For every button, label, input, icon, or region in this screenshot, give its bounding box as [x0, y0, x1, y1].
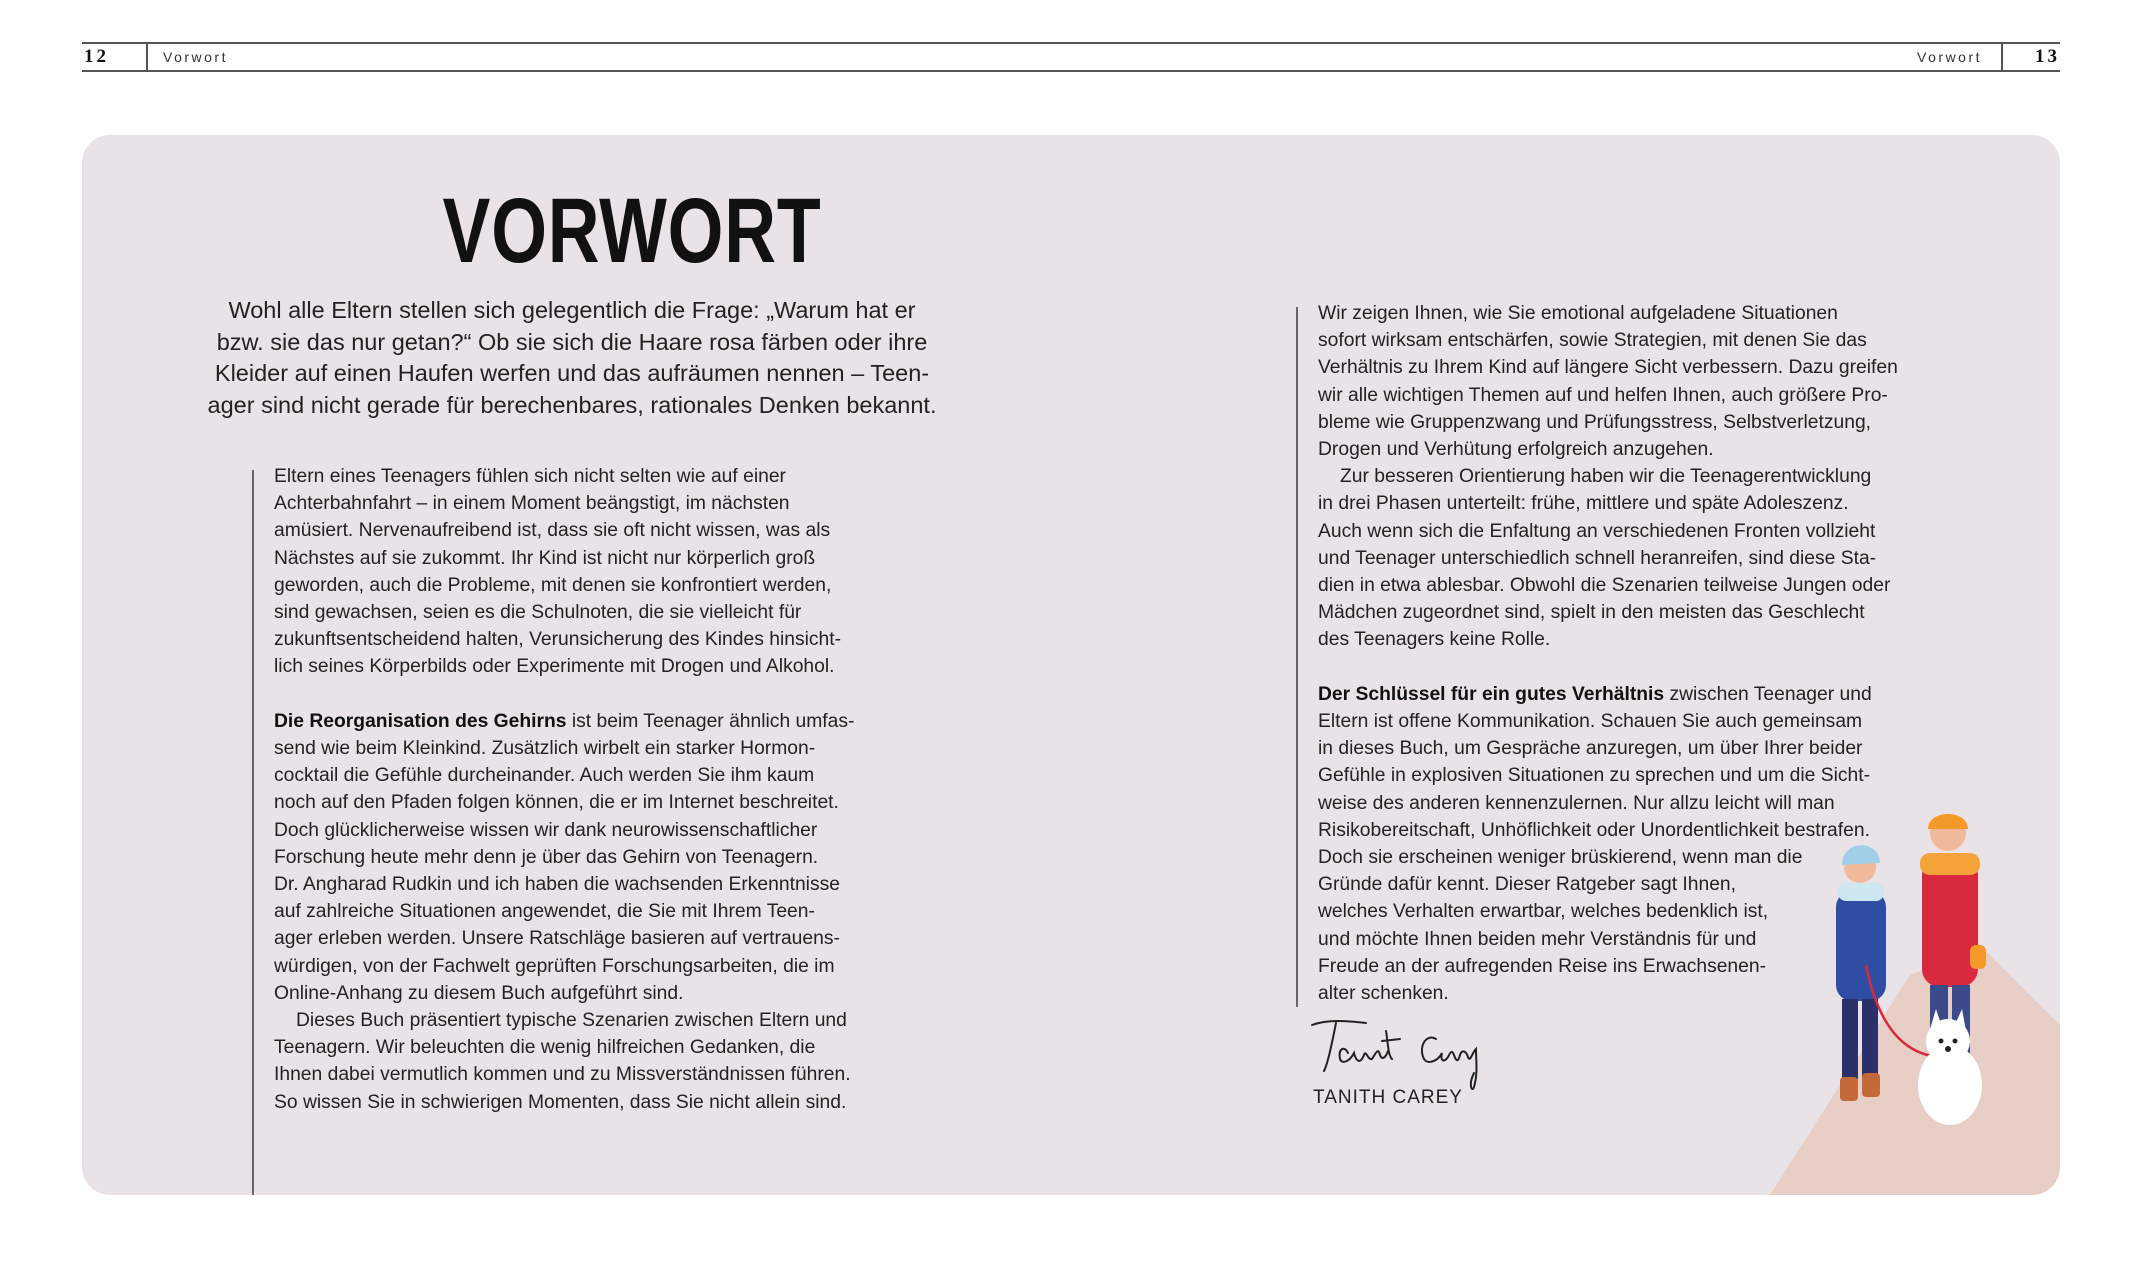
text-line: auf zahlreiche Situationen angewendet, die Sie mit Ihrem Teen-: [274, 901, 815, 923]
text-line: sofort wirksam entschärfen, sowie Strategien, mit denen Sie das: [1318, 330, 1867, 352]
text-line: des Teenagers keine Rolle.: [1318, 629, 1551, 651]
left-page-number: 12: [84, 46, 109, 67]
right-page-number: 13: [2035, 46, 2060, 67]
text-line: ager erleben werden. Unsere Ratschläge basieren auf vertrauens-: [274, 928, 840, 950]
text-line: weise des anderen kennenzulernen. Nur allzu leicht will man: [1318, 792, 1835, 814]
content-panel: [82, 135, 2060, 1195]
text-line: send wie beim Kleinkind. Zusätzlich wirbelt ein starker Hormon-: [274, 738, 816, 760]
text-line: zukunftsentscheidend halten, Verunsicherung des Kindes hinsicht-: [274, 629, 842, 651]
text-line: Eltern ist offene Kommunikation. Schauen Sie auch gemeinsam: [1318, 711, 1863, 733]
intro-line: Wohl alle Eltern stellen sich gelegentlich die Frage: „Warum hat er: [228, 297, 916, 323]
text-line: cocktail die Gefühle durcheinander. Auch werden Sie ihm kaum: [274, 765, 815, 787]
header-bottom-rule: [82, 70, 2060, 72]
text-line: Wir zeigen Ihnen, wie Sie emotional aufgeladene Situationen: [1318, 303, 1838, 324]
left-column: [274, 463, 974, 1116]
header-divider-right: [2001, 44, 2003, 70]
text-line: dien in etwa ablesbar. Obwohl die Szenarien teilweise Jungen oder: [1318, 575, 1891, 597]
header-divider-left: [146, 44, 148, 70]
intro-paragraph: [162, 295, 982, 421]
text-line: Risikobereitschaft, Unhöflichkeit oder Unordentlichkeit bestrafen.: [1318, 819, 1870, 841]
text-line: Online-Anhang zu diesem Buch aufgeführt sind.: [274, 982, 684, 1004]
text-line: So wissen Sie in schwierigen Momenten, dass Sie nicht allein sind.: [274, 1091, 847, 1113]
text-line: Doch sie erscheinen weniger brüskierend, wenn man die: [1318, 847, 1803, 869]
bold-lead-in: Die Reorganisation des Gehirns: [274, 710, 567, 732]
text-line: Mädchen zugeordnet sind, spielt in den meisten das Geschlecht: [1318, 602, 1865, 624]
text-line: Doch glücklicherweise wissen wir dank neurowissenschaftlicher: [274, 819, 818, 841]
text-line: Dr. Angharad Rudkin und ich haben die wachsenden Erkenntnisse: [274, 874, 840, 896]
text-line: noch auf den Pfaden folgen können, die er im Internet beschreitet.: [274, 792, 839, 814]
text-line: Eltern eines Teenagers fühlen sich nicht selten wie auf einer: [274, 466, 786, 487]
text-line: Verhältnis zu Ihrem Kind auf längere Sicht verbessern. Dazu greifen: [1318, 357, 1898, 379]
text-line: Die Reorganisation des Gehirns ist beim Teenager ähnlich umfas-: [274, 710, 855, 732]
text-line: Nächstes auf sie zukommt. Ihr Kind ist nicht nur körperlich groß: [274, 547, 816, 569]
text-line: Dieses Buch präsentiert typische Szenarien zwischen Eltern und: [296, 1010, 847, 1032]
family-walking-dog-illustration: [1770, 795, 2060, 1195]
handwritten-signature: [1308, 1013, 1518, 1093]
page-title: VORWORT: [442, 180, 822, 282]
text-line: Drogen und Verhütung erfolgreich anzugehen.: [1318, 439, 1714, 461]
text-line: Der Schlüssel für ein gutes Verhältnis zwischen Teenager und: [1318, 683, 1872, 705]
text-line: Zur besseren Orientierung haben wir die Teenagerentwicklung: [1340, 466, 1872, 488]
text-line: amüsiert. Nervenaufreibend ist, dass sie oft nicht wissen, was als: [274, 520, 831, 542]
text-line: und Teenager unterschiedlich schnell heranreifen, sind diese Sta-: [1318, 547, 1877, 569]
left-running-title: Vorwort: [163, 49, 228, 65]
text-line: Freude an der aufregenden Reise ins Erwachsenen-: [1318, 955, 1767, 977]
text-line: geworden, auch die Probleme, mit denen sie konfrontiert werden,: [274, 574, 832, 596]
intro-line: ager sind nicht gerade für berechenbares, rationales Denken bekannt.: [207, 391, 937, 418]
text-line: Forschung heute mehr denn je über das Gehirn von Teenagern.: [274, 846, 819, 868]
text-line: Ihnen dabei vermutlich kommen und zu Missverständnissen führen.: [274, 1064, 851, 1086]
text-line: lich seines Körperbilds oder Experimente mit Drogen und Alkohol.: [274, 656, 835, 678]
text-line: und möchte Ihnen beiden mehr Verständnis für und: [1318, 928, 1757, 950]
intro-line: bzw. sie das nur getan?“ Ob sie sich die Haare rosa färben oder ihre: [216, 328, 928, 355]
text-line: wir alle wichtigen Themen auf und helfen Ihnen, auch größere Pro-: [1318, 384, 1888, 406]
text-line: Auch wenn sich die Enfaltung an verschiedenen Fronten vollzieht: [1318, 520, 1876, 542]
text-line: in drei Phasen unterteilt: frühe, mittlere und späte Adoleszenz.: [1318, 493, 1849, 515]
text-line: Gefühle in explosiven Situationen zu sprechen und um die Sicht-: [1318, 765, 1870, 787]
signature-name: TANITH CAREY: [1313, 1087, 1463, 1108]
intro-line: Kleider auf einen Haufen werfen und das aufräumen nennen – Teen-: [214, 360, 930, 386]
text-line: sind gewachsen, seien es die Schulnoten, die sie vielleicht für: [274, 602, 802, 624]
right-column-rule: [1296, 307, 1298, 1007]
text-line: Teenagern. Wir beleuchten die wenig hilfreichen Gedanken, die: [274, 1037, 816, 1059]
text-line: in dieses Buch, um Gespräche anzuregen, um über Ihrer beider: [1318, 738, 1863, 760]
text-line: alter schenken.: [1318, 983, 1449, 1005]
left-column-rule: [252, 470, 254, 1195]
text-line: Achterbahnfahrt – in einem Moment beängstigt, im nächsten: [274, 493, 790, 515]
header-top-rule: [82, 42, 2060, 44]
text-line: welches Verhalten erwartbar, welches bedenklich ist,: [1318, 901, 1769, 923]
text-line: bleme wie Gruppenzwang und Prüfungsstress, Selbstverletzung,: [1318, 411, 1872, 433]
bold-lead-in: Der Schlüssel für ein gutes Verhältnis: [1318, 683, 1665, 705]
text-line: Gründe dafür kennt. Dieser Ratgeber sagt Ihnen,: [1318, 874, 1737, 896]
text-line: würdigen, von der Fachwelt geprüften Forschungsarbeiten, die im: [274, 955, 835, 977]
right-running-title: Vorwort: [1917, 49, 1982, 65]
